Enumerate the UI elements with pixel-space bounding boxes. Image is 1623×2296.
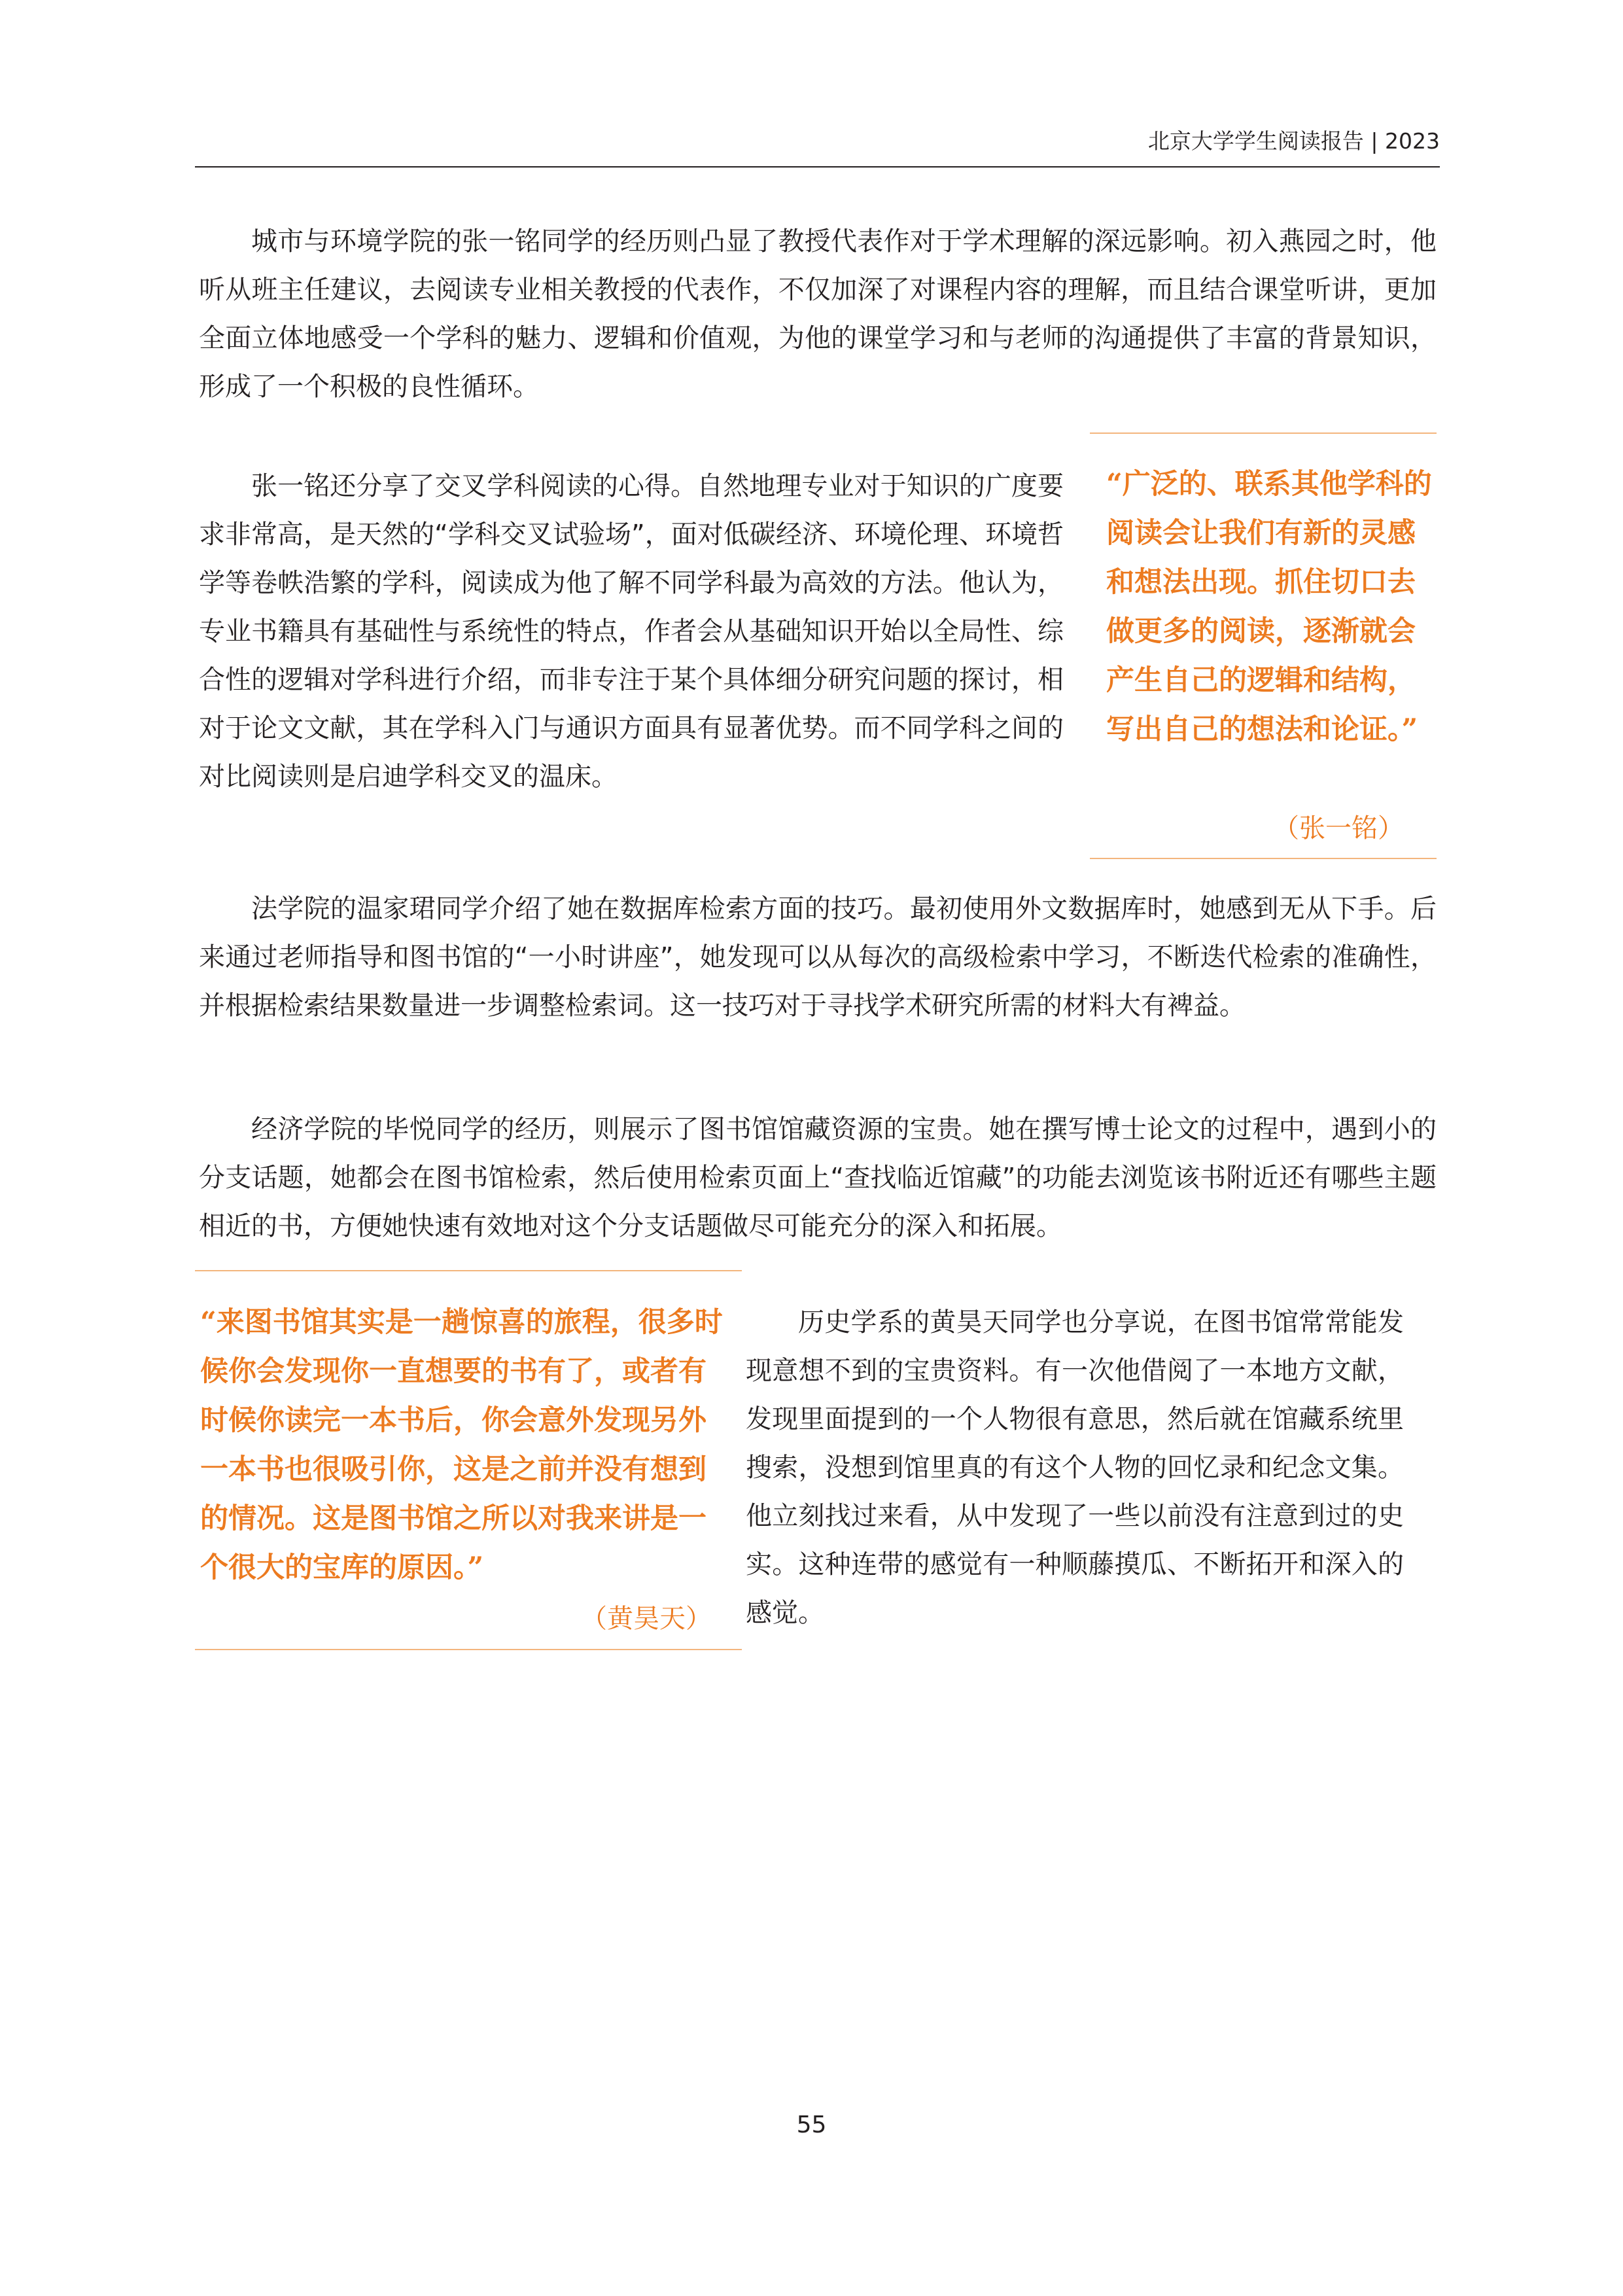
header-divider	[195, 166, 1440, 168]
paragraph-database-search: 法学院的温家珺同学介绍了她在数据库检索方面的技巧。最初使用外文数据库时，她感到无从下手。后来通过老师指导和图书馆的“一小时讲座”，她发现可以从每次的高级检索中学习，不断迭代检索的准确性，并根据检索结果数量进一步调整检索词。这一技巧对于寻找学术研究所需的材料大有裨益。	[199, 894, 1437, 1021]
pull-quote-top-rule	[1090, 433, 1437, 434]
pull-quote-zhang-yiming: “广泛的、联系其他学科的阅读会让我们有新的灵感和想法出现。抓住切口去做更多的阅读，逐渐就会产生自己的逻辑和结构，写出自己的想法和论证。”	[1106, 468, 1432, 746]
running-header: 北京大学学生阅读报告 | 2023	[1147, 128, 1440, 154]
pull-quote-bottom-rule	[195, 1649, 742, 1650]
paragraph-local-documents: 历史学系的黄昊天同学也分享说，在图书馆常常能发现意想不到的宝贵资料。有一次他借阅了一本地方文献，发现里面提到的一个人物很有意思，然后就在馆藏系统里搜索，没想到馆里真的有这个人物的回忆录和纪念文集。他立刻找过来看，从中发现了一些以前没有注意到过的史实。这种连带的感觉有一种顺藤摸瓜、不断拓开和深入的感觉。	[746, 1307, 1404, 1628]
paragraph-zhang-yiming-intro: 城市与环境学院的张一铭同学的经历则凸显了教授代表作对于学术理解的深远影响。初入燕园之时，他听从班主任建议，去阅读专业相关教授的代表作，不仅加深了对课程内容的理解，而且结合课堂听讲，更加全面立体地感受一个学科的魅力、逻辑和价值观，为他的课堂学习和与老师的沟通提供了丰富的背景知识，形成了一个积极的良性循环。	[199, 226, 1437, 402]
paragraph-interdisciplinary-reading: 张一铭还分享了交叉学科阅读的心得。自然地理专业对于知识的广度要求非常高，是天然的“学科交叉试验场”，面对低碳经济、环境伦理、环境哲学等卷帙浩繁的学科，阅读成为他了解不同学科最为高效的方法。他认为，专业书籍具有基础性与系统性的特点，作者会从基础知识开始以全局性、综合性的逻辑对学科进行介绍，而非专注于某个具体细分研究问题的探讨，相对于论文文献，其在学科入门与通识方面具有显著优势。而不同学科之间的对比阅读则是启迪学科交叉的温床。	[199, 471, 1064, 792]
pull-quote-top-rule	[195, 1270, 742, 1271]
pull-quote-huang-haotian: “来图书馆其实是一趟惊喜的旅程，很多时候你会发现你一直想要的书有了，或者有时候你读完一本书后，你会意外发现另外一本书也很吸引你，这是之前并没有想到的情况。这是图书馆之所以对我来讲是一个很大的宝库的原因。”	[200, 1306, 723, 1584]
pull-quote-attribution-zhang-yiming: （张一铭）	[1273, 813, 1404, 843]
page-number: 55	[796, 2111, 827, 2138]
pull-quote-attribution-huang-haotian: （黄昊天）	[581, 1604, 712, 1634]
paragraph-library-collection: 经济学院的毕悦同学的经历，则展示了图书馆馆藏资源的宝贵。她在撰写博士论文的过程中，遇到小的分支话题，她都会在图书馆检索，然后使用检索页面上“查找临近馆藏”的功能去浏览该书附近还有哪些主题相近的书，方便她快速有效地对这个分支话题做尽可能充分的深入和拓展。	[199, 1114, 1437, 1241]
pull-quote-bottom-rule	[1090, 858, 1437, 859]
